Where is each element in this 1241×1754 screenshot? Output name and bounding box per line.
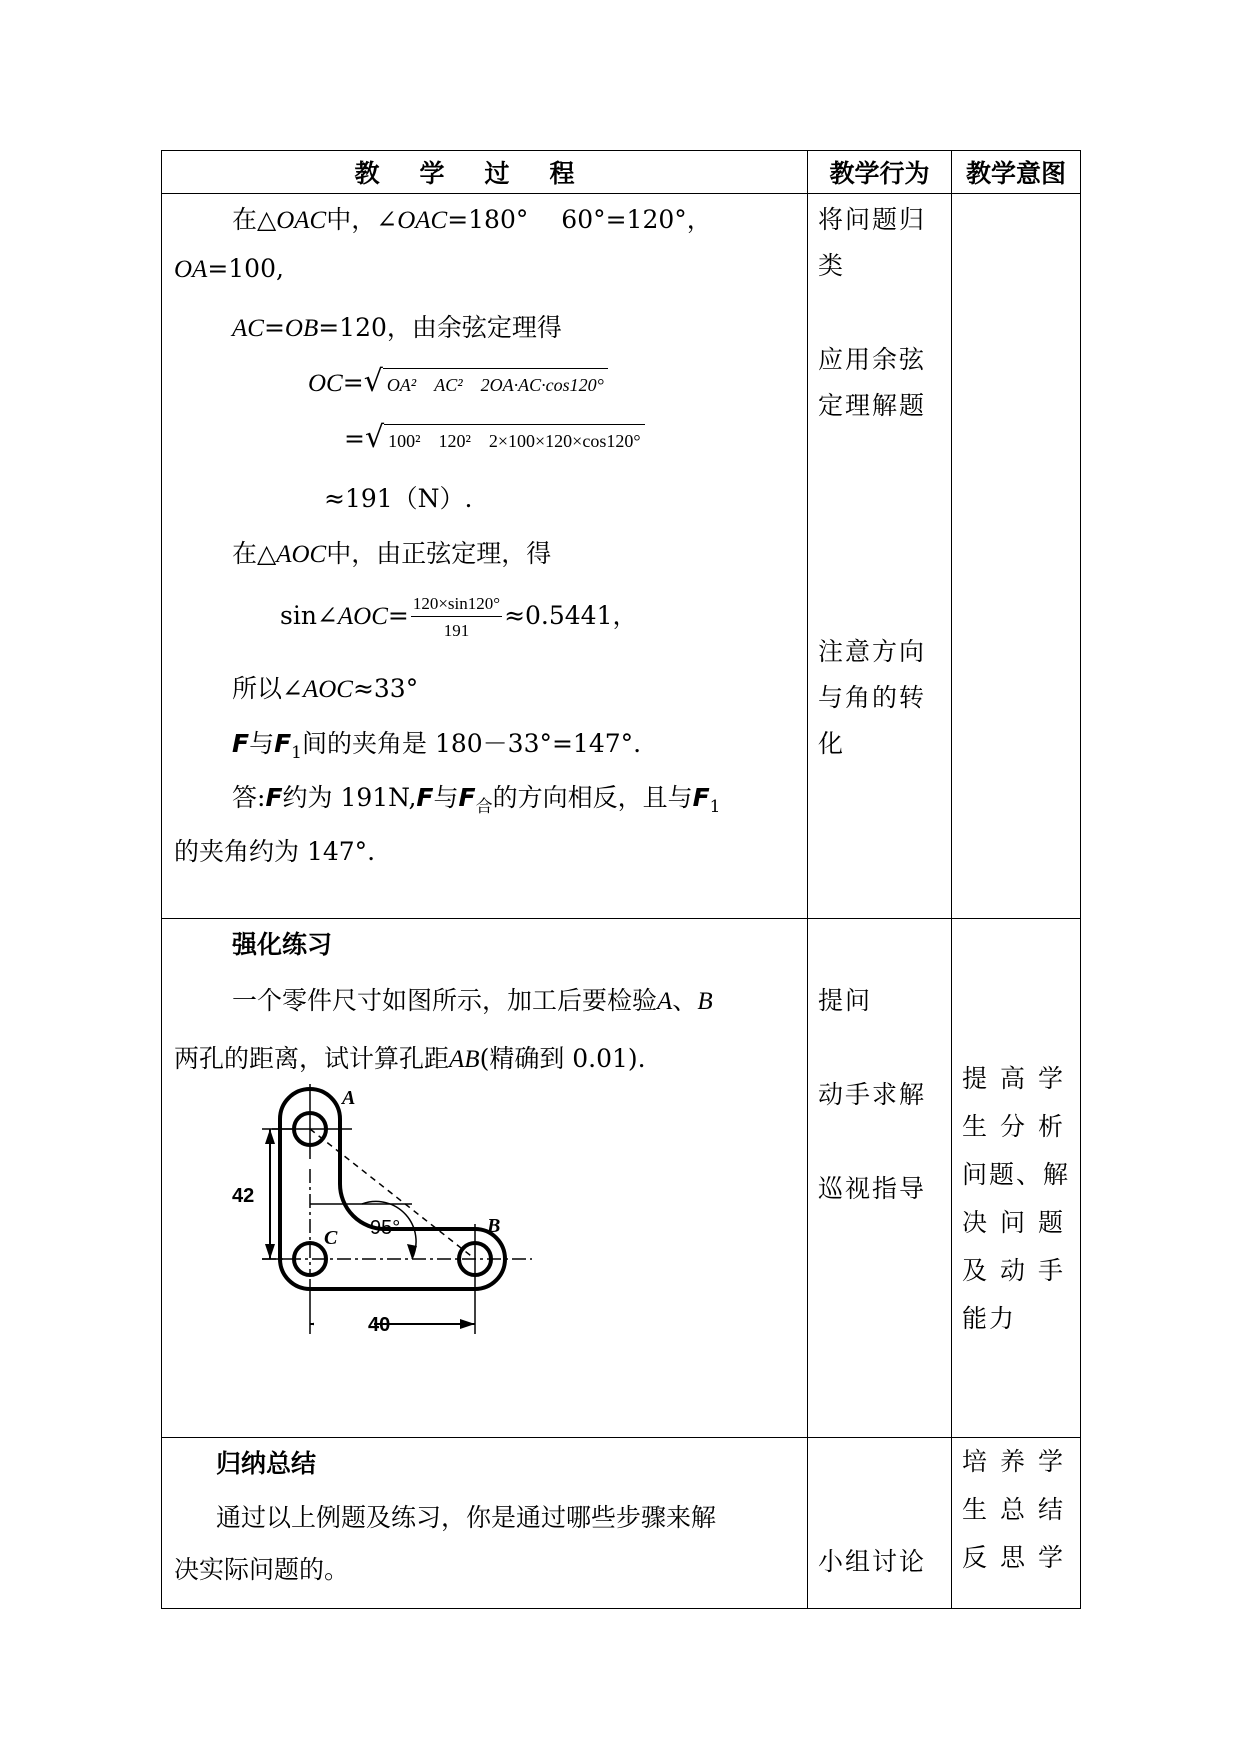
solution-line-7: 在△AOC中，由正弦定理，得 — [232, 539, 552, 568]
behavior-text: 化 — [818, 729, 846, 758]
sqrt-icon: √ — [363, 364, 383, 399]
intent-cell-2 — [952, 919, 1081, 1438]
intent-text: 问题、解 — [962, 1160, 1071, 1189]
dim-40: 40 — [368, 1314, 391, 1336]
label-c: C — [324, 1227, 338, 1249]
practice-cell — [162, 919, 808, 1438]
behavior-text: 将问题归 — [818, 205, 927, 234]
solution-line-2: OA=100, — [174, 254, 284, 283]
header-row — [162, 151, 1081, 194]
behavior-text: 与角的转 — [818, 683, 927, 712]
solution-line-9: 所以∠AOC≈33° — [232, 674, 419, 703]
solution-line-12: 的夹角约为 147°. — [174, 837, 376, 866]
part-figure — [232, 1084, 572, 1384]
behavior-cell-1 — [808, 194, 952, 919]
dim-42: 42 — [232, 1185, 255, 1207]
behavior-text: 定理解题 — [818, 391, 927, 420]
angle-95: 95° — [370, 1217, 401, 1239]
solution-line-11: 答:F约为 191N,F与$F_合$的方向相反，且与$F_1$ — [232, 783, 721, 817]
intent-cell-3 — [952, 1438, 1081, 1609]
solution-line-5: =√ 100² 120² 2×100×120×cos120° — [344, 420, 645, 455]
header-process: 教学过程 — [162, 151, 808, 194]
practice-line-1: 一个零件尺寸如图所示，加工后要检验A、B — [232, 986, 713, 1015]
lesson-table — [161, 150, 1081, 1609]
solution-line-10: F与$F_1$间的夹角是 180－33°=147°. — [232, 729, 642, 763]
behavior-text: 小组讨论 — [818, 1547, 927, 1576]
practice-title: 强化练习 — [232, 930, 333, 959]
summary-cell — [162, 1438, 808, 1609]
intent-text: 生分析 — [962, 1112, 1077, 1141]
fraction: $\frac{120\times\sin 120^\circ}{191}$ — [412, 594, 501, 640]
header-intent: 教学意图 — [952, 151, 1081, 194]
solution-line-6: ≈191（N）. — [324, 484, 473, 513]
summary-line-1: 通过以上例题及练习，你是通过哪些步骤来解 — [216, 1503, 717, 1532]
label-a: A — [342, 1087, 356, 1109]
intent-text: 及动手 — [962, 1256, 1077, 1285]
intent-text: 决问题 — [962, 1208, 1077, 1237]
summary-line-2: 决实际问题的。 — [174, 1555, 350, 1584]
label-b: B — [487, 1215, 501, 1237]
solution-cell — [162, 194, 808, 919]
intent-text: 生总结 — [962, 1495, 1077, 1524]
solution-line-1: 在△OAC中，∠OAC=180° 60°=120°， — [232, 205, 712, 234]
intent-text: 反思学 — [962, 1543, 1077, 1572]
intent-cell-1 — [952, 194, 1081, 919]
behavior-text: 提问 — [818, 986, 873, 1015]
behavior-cell-3 — [808, 1438, 952, 1609]
solution-line-3: AC=OB=120，由余弦定理得 — [232, 313, 562, 342]
behavior-cell-2 — [808, 919, 952, 1438]
summary-row — [162, 1438, 1081, 1609]
behavior-text: 巡视指导 — [818, 1174, 927, 1203]
intent-text: 提高学 — [962, 1064, 1077, 1093]
behavior-text: 应用余弦 — [818, 345, 927, 374]
practice-line-2: 两孔的距离，试计算孔距AB(精确到 0.01). — [174, 1044, 646, 1073]
behavior-text: 动手求解 — [818, 1080, 927, 1109]
solution-row — [162, 194, 1081, 919]
practice-row — [162, 919, 1081, 1438]
header-behavior: 教学行为 — [808, 151, 952, 194]
solution-line-8: sin∠AOC= $\frac{120\times\sin 120^\circ}{191}$ ≈0.5441， — [280, 594, 638, 640]
behavior-text: 类 — [818, 251, 846, 280]
intent-text: 能力 — [962, 1304, 1017, 1333]
summary-title: 归纳总结 — [216, 1449, 317, 1478]
solution-line-4: OC=√ OA² AC² 2OA·AC·cos120° — [308, 364, 608, 399]
sqrt-icon: √ — [364, 420, 385, 455]
behavior-text: 注意方向 — [818, 637, 927, 666]
intent-text: 培养学 — [962, 1447, 1077, 1476]
